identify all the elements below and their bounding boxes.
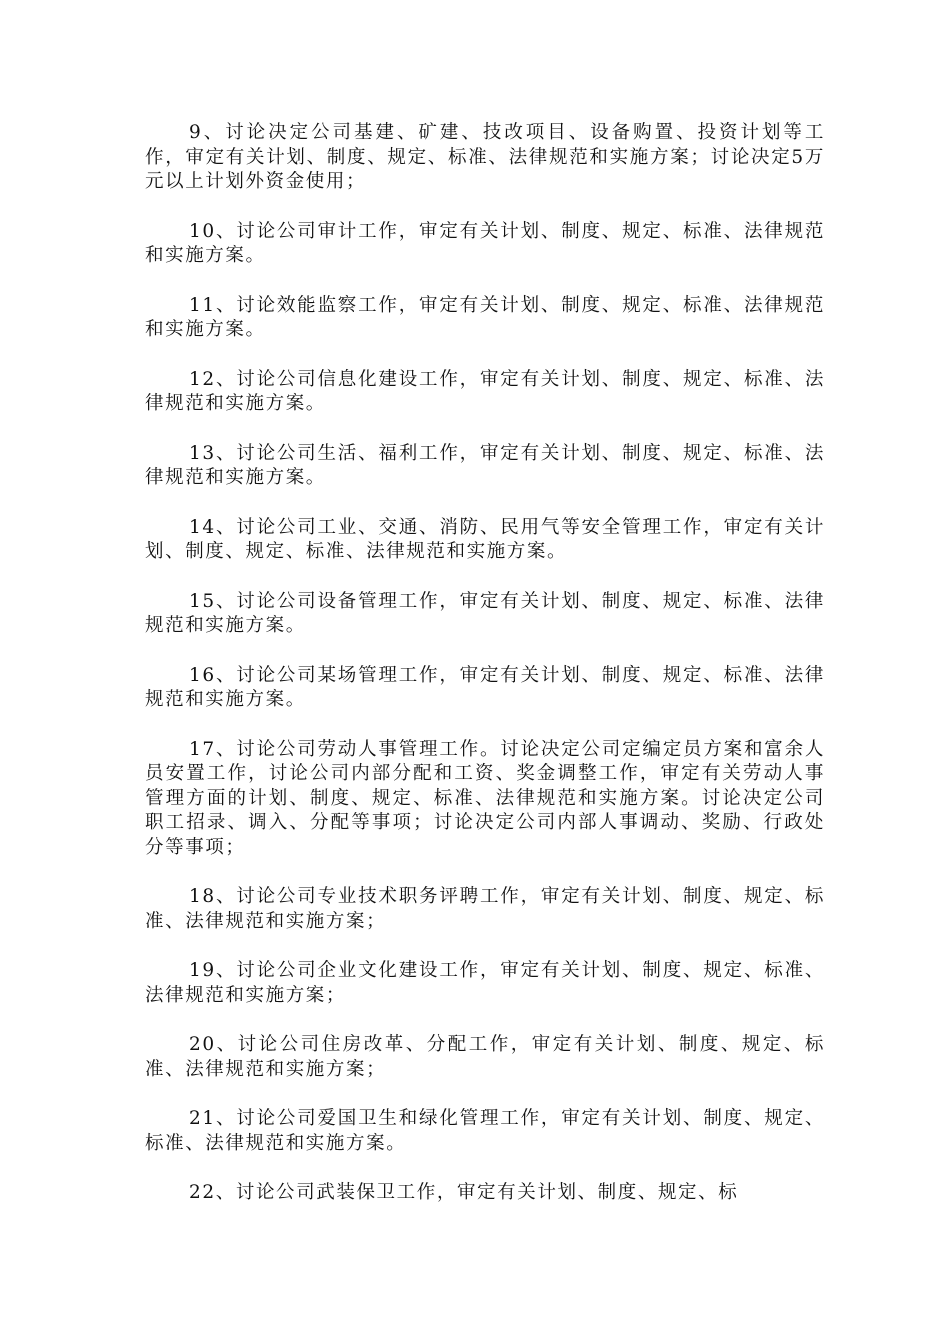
paragraph-item-22: 22、讨论公司武装保卫工作，审定有关计划、制度、规定、标 bbox=[189, 1182, 739, 1203]
paragraph-item-11: 11、讨论效能监察工作，审定有关计划、制度、规定、标准、法律规范和实施方案。 bbox=[145, 294, 825, 340]
paragraph-item-9: 9、讨论决定公司基建、矿建、技改项目、设备购置、投资计划等工作，审定有关计划、制度、规定、标准、法律规范和实施方案；讨论决定5万元以上计划外资金使用； bbox=[145, 122, 825, 192]
paragraph-item-17: 17、讨论公司劳动人事管理工作。讨论决定公司定编定员方案和富余人员安置工作，讨论公司内部分配和工资、奖金调整工作，审定有关劳动人事管理方面的计划、制度、规定、标准、法律规范和实施方案。讨论决定公司职工招录、调入、分配等事项；讨论决定公司内部人事调动、奖励、行政处分等事项； bbox=[145, 738, 825, 858]
paragraph-item-10: 10、讨论公司审计工作，审定有关计划、制度、规定、标准、法律规范和实施方案。 bbox=[145, 220, 825, 266]
paragraph-item-15: 15、讨论公司设备管理工作，审定有关计划、制度、规定、标准、法律规范和实施方案。 bbox=[145, 590, 825, 636]
paragraph-item-19: 19、讨论公司企业文化建设工作，审定有关计划、制度、规定、标准、法律规范和实施方案； bbox=[145, 960, 825, 1006]
paragraph-item-21: 21、讨论公司爱国卫生和绿化管理工作，审定有关计划、制度、规定、标准、法律规范和实施方案。 bbox=[145, 1108, 825, 1154]
paragraph-item-16: 16、讨论公司某场管理工作，审定有关计划、制度、规定、标准、法律规范和实施方案。 bbox=[145, 664, 825, 710]
document-body bbox=[145, 121, 825, 1231]
paragraph-item-12: 12、讨论公司信息化建设工作，审定有关计划、制度、规定、标准、法律规范和实施方案。 bbox=[145, 368, 825, 414]
paragraph-item-20: 20、讨论公司住房改革、分配工作，审定有关计划、制度、规定、标准、法律规范和实施方案； bbox=[145, 1034, 825, 1080]
paragraph-item-18: 18、讨论公司专业技术职务评聘工作，审定有关计划、制度、规定、标准、法律规范和实施方案； bbox=[145, 886, 825, 932]
paragraph-item-14: 14、讨论公司工业、交通、消防、民用气等安全管理工作，审定有关计划、制度、规定、标准、法律规范和实施方案。 bbox=[145, 516, 825, 562]
paragraph-item-13: 13、讨论公司生活、福利工作，审定有关计划、制度、规定、标准、法律规范和实施方案。 bbox=[145, 442, 825, 488]
